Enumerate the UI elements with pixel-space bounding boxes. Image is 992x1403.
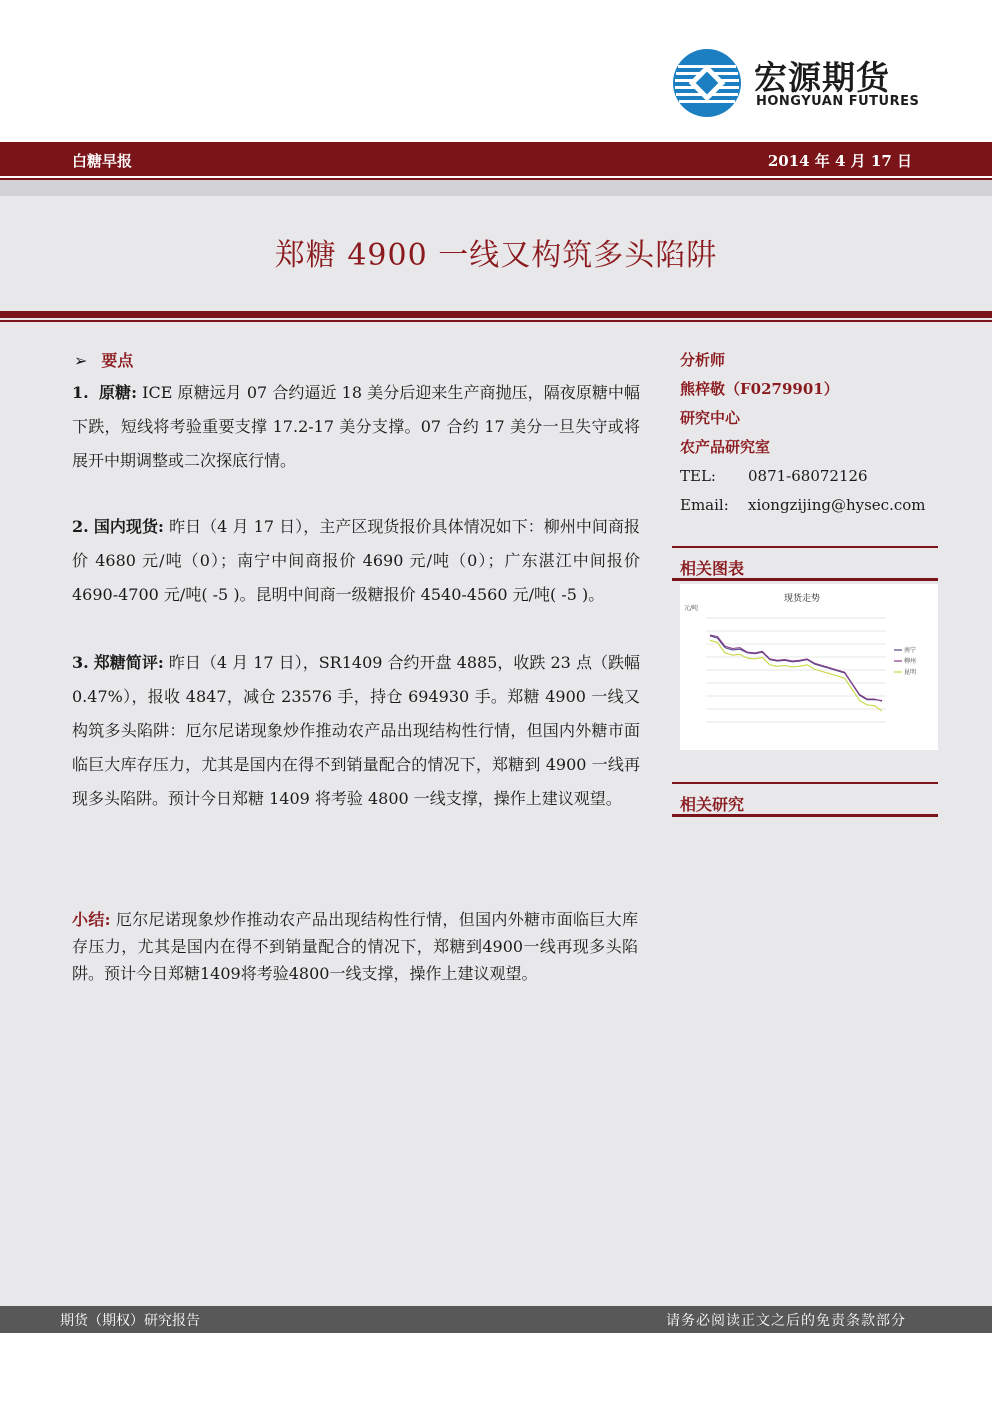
key-point-3 (72, 646, 640, 816)
summary (72, 906, 638, 987)
key-point-number: 1. (72, 383, 89, 402)
analyst-dept: 研究中心 (680, 409, 741, 427)
footer-bar (0, 1306, 992, 1333)
analyst-title: 分析师 (680, 351, 726, 369)
title-band-top (0, 180, 992, 196)
legend-label: 柳州 (904, 658, 917, 665)
section-title: 相关研究 (680, 795, 745, 814)
chart-canvas (680, 584, 938, 750)
summary-text: 厄尔尼诺现象炒作推动农产品出现结构性行情，但国内外糖市面临巨大库存压力，尤其是国内在得不到销量配合的情况下，郑糖到4900一线再现多头陷阱。预计今日郑糖1409将考验4800一线支撑，操作上建议观望。 (72, 910, 638, 983)
key-point-number: 3. (72, 653, 89, 672)
report-category: 白糖早报 (72, 152, 133, 170)
chart-ylabel: 元/吨 (684, 605, 699, 612)
analyst-email[interactable]: Email: xiongzijing@hysec.com (680, 496, 926, 514)
footer-report-type: 期货（期权）研究报告 (60, 1313, 200, 1329)
key-point-number: 2. (72, 517, 89, 536)
section-title: 相关图表 (680, 559, 745, 578)
analyst-info (680, 346, 926, 520)
key-point-text: ICE 原糖远月 07 合约逼近 18 美分后迎来生产商抛压，隔夜原糖中幅下跌，短线将考验重要支撑 17.2-17 美分支撑。07 合约 17 美分一旦失守或将展开中期调整或二次探底行情。 (72, 383, 640, 470)
chart-series-line (710, 640, 882, 711)
summary-label: 小结: (72, 910, 111, 929)
section-related-charts (672, 546, 938, 581)
key-point-1 (72, 376, 640, 478)
brand-name-en: HONGYUAN FUTURES (756, 94, 920, 109)
key-point-2 (72, 510, 640, 612)
chart-series-line (710, 635, 882, 701)
legend-label: 南宁 (904, 647, 917, 654)
spot-price-chart (680, 584, 938, 750)
key-point-text: 昨日（4 月 17 日），SR1409 合约开盘 4885，收跌 23 点（跌幅 0.47%），报收 4847，减仓 23576 手，持仓 694930 手。郑糖 4900 一线又构筑多头陷阱：厄尔尼诺现象炒作推动农产品出现结构性行情，但国内外糖市面临巨大库存压力，尤其是国内在得不到销量配合的情况下，郑糖到 4900 一线再现多头陷阱。预计今日郑糖 1409 将考验 4800 一线支撑，操作上建议观望。 (72, 653, 640, 808)
legend-label: 昆明 (904, 669, 917, 676)
key-points-heading: ➢ 要点 (74, 351, 134, 370)
brand-logo (672, 48, 922, 118)
chart-title: 现货走势 (783, 594, 821, 604)
title-rule (0, 311, 992, 318)
page-title: 郑糖 4900 一线又构筑多头陷阱 (274, 238, 718, 273)
analyst-tel: TEL: 0871-68072126 (680, 467, 868, 485)
chart-series-line (710, 636, 882, 701)
analyst-name: 熊梓敬（F0279901） (680, 380, 839, 398)
key-point-label: 郑糖简评: (93, 653, 164, 672)
header-bar (0, 142, 992, 176)
footer-disclaimer: 请务必阅读正文之后的免责条款部分 (666, 1313, 906, 1329)
key-point-label: 国内现货: (93, 517, 164, 536)
key-point-text: 昨日（4 月 17 日），主产区现货报价具体情况如下：柳州中间商报价 4680 元/吨（0）；南宁中间商报价 4690 元/吨（0）；广东湛江中间报价 4690-4700 元/吨( -5 )。昆明中间商一级糖报价 4540-4560 元/吨( -5 )。 (72, 517, 640, 604)
key-point-label: 原糖: (98, 383, 137, 402)
report-date: 2014 年 4 月 17 日 (767, 152, 912, 170)
analyst-sub-dept: 农产品研究室 (680, 438, 771, 456)
hongyuan-logo-icon (672, 48, 742, 118)
section-related-research (672, 782, 938, 817)
arrow-bullet-icon: ➢ (74, 351, 88, 370)
title-rule-thin (0, 320, 992, 322)
brand-name-cn: 宏源期货 (754, 58, 890, 97)
